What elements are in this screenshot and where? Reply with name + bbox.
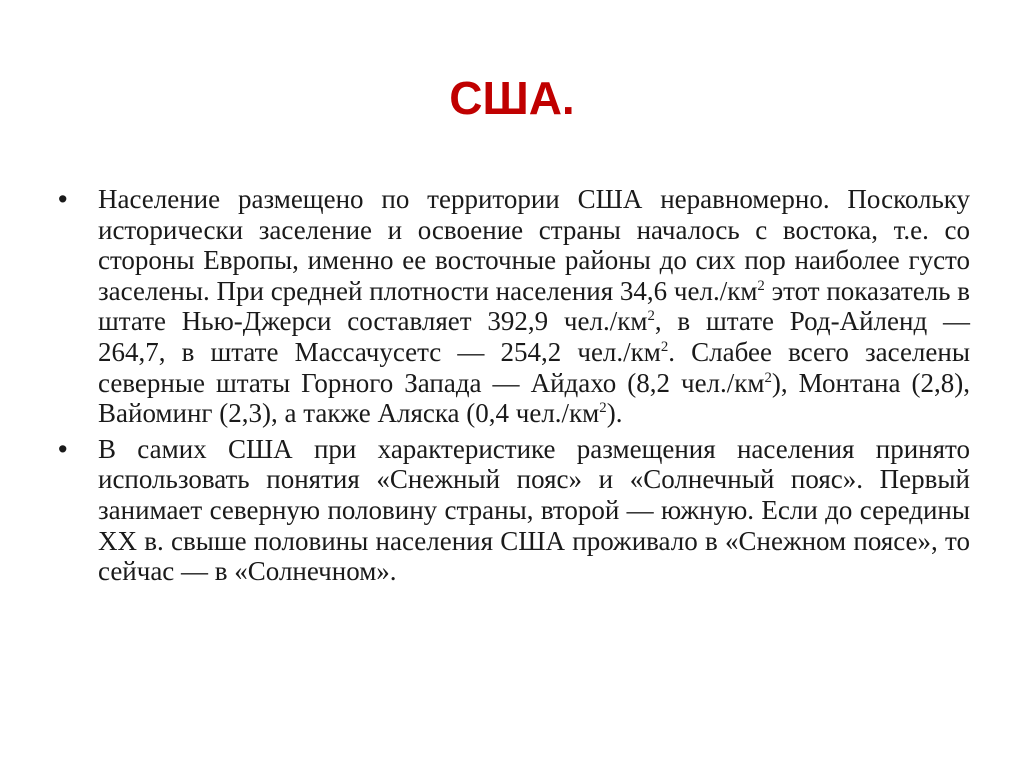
bullet-text-segment: этот показатель в штате Нью-Джерси составляет 392,9 чел./км: [98, 275, 970, 337]
bullet-marker: •: [58, 184, 68, 214]
superscript: 2: [599, 400, 607, 417]
bullet-marker: •: [58, 433, 68, 464]
bullet-item: [58, 434, 970, 587]
slide-title: США.: [449, 72, 575, 124]
superscript: 2: [660, 338, 669, 355]
superscript: 2: [757, 277, 765, 294]
bullet-text-segment: Население размещено по территории США неравномерно. Поскольку исторически заселение и освоение страны началось с востока, т.е. со стороны Европы, именно ее восточные районы до сих пор наиболее густо заселены. При средней плотности населения 34,6 чел./км: [98, 184, 970, 306]
bullet-text-segment: ).: [606, 398, 623, 429]
bullet-item: [58, 184, 970, 429]
bullet-text-segment: , в штате Род-Айленд — 264,7, в штате Массачусетс — 254,2 чел./км: [98, 306, 970, 367]
bullet-text-segment: В самих США при характеристике размещения населения принято использовать понятия «Снежный пояс» и «Солнечный пояс». Первый занимает северную половину страны, второй — южную. Если до середины XX в. свыше половины населения США проживало в «Снежном поясе», то сейчас — в «Солнечном».: [98, 433, 970, 587]
superscript: 2: [647, 308, 655, 325]
bullet-text-segment: ), Монтана (2,8), Вайоминг (2,3), а также Аляска (0,4 чел./км: [98, 367, 970, 429]
superscript: 2: [764, 369, 772, 386]
bullet-list: [58, 184, 970, 592]
bullet-text-segment: . Слабее всего заселены северные штаты Горного Запада — Айдахо (8,2 чел./км: [98, 336, 970, 398]
